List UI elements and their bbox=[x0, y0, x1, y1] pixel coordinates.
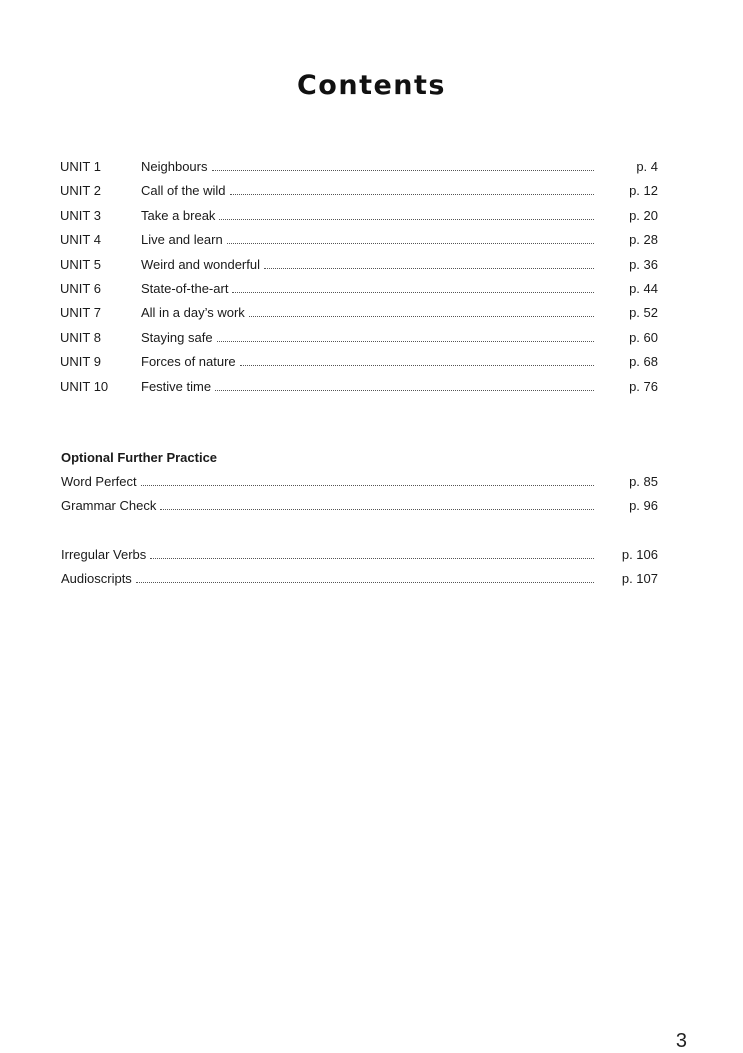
page-reference: p. 28 bbox=[629, 232, 658, 248]
dot-leader bbox=[227, 242, 594, 244]
dot-leader bbox=[136, 581, 594, 583]
dot-leader bbox=[212, 169, 595, 171]
unit-title: Call of the wild bbox=[141, 183, 226, 199]
unit-label: UNIT 3 bbox=[60, 207, 101, 223]
unit-label: UNIT 5 bbox=[60, 256, 101, 272]
page-title: Contents bbox=[296, 70, 446, 101]
toc-row-unit-1[interactable] bbox=[60, 155, 658, 179]
page-reference: p. 36 bbox=[629, 256, 658, 272]
toc-row-unit-8[interactable] bbox=[60, 326, 658, 350]
unit-label: UNIT 6 bbox=[60, 280, 101, 296]
appendix-list bbox=[61, 543, 658, 592]
page-reference: p. 44 bbox=[629, 280, 658, 296]
toc-row-unit-5[interactable] bbox=[60, 253, 658, 277]
optional-practice-list bbox=[61, 470, 658, 519]
toc-row-irregular-verbs[interactable] bbox=[61, 543, 658, 567]
dot-leader bbox=[230, 193, 594, 195]
dot-leader bbox=[264, 267, 594, 269]
toc-row-unit-7[interactable] bbox=[60, 301, 658, 325]
page-reference: p. 68 bbox=[629, 354, 658, 370]
dot-leader bbox=[249, 315, 594, 317]
page-reference: p. 20 bbox=[629, 207, 658, 223]
unit-label: UNIT 1 bbox=[60, 159, 101, 174]
page-number: 3 bbox=[675, 1030, 687, 1052]
page-reference: p. 96 bbox=[629, 498, 658, 514]
unit-title: Neighbours bbox=[141, 159, 208, 174]
page-reference: p. 107 bbox=[621, 571, 658, 587]
unit-title: State-of-the-art bbox=[141, 280, 229, 296]
unit-title: Take a break bbox=[141, 207, 216, 223]
dot-leader bbox=[215, 389, 594, 391]
dot-leader bbox=[150, 557, 594, 559]
unit-label: UNIT 4 bbox=[60, 232, 101, 248]
toc-row-unit-3[interactable] bbox=[60, 204, 658, 228]
toc-row-unit-10[interactable] bbox=[60, 375, 658, 399]
dot-leader bbox=[217, 340, 594, 342]
dot-leader bbox=[219, 218, 594, 220]
page-reference: p. 85 bbox=[629, 474, 658, 489]
unit-label: UNIT 9 bbox=[60, 354, 101, 370]
unit-title: All in a day’s work bbox=[141, 305, 245, 321]
unit-title: Weird and wonderful bbox=[141, 256, 260, 272]
toc-row-unit-6[interactable] bbox=[60, 277, 658, 301]
optional-practice-heading: Optional Further Practice bbox=[61, 450, 218, 465]
unit-label: UNIT 7 bbox=[60, 305, 101, 321]
units-list bbox=[60, 155, 658, 399]
page-reference: p. 60 bbox=[629, 329, 658, 345]
toc-row-audioscripts[interactable] bbox=[61, 567, 658, 591]
unit-label: UNIT 10 bbox=[60, 378, 109, 394]
dot-leader bbox=[232, 291, 594, 293]
unit-label: UNIT 8 bbox=[60, 329, 101, 345]
toc-row-grammar-check[interactable] bbox=[61, 494, 658, 518]
page-reference: p. 106 bbox=[621, 547, 658, 562]
toc-row-unit-9[interactable] bbox=[60, 350, 658, 374]
page-reference: p. 4 bbox=[636, 159, 658, 174]
toc-row-unit-4[interactable] bbox=[60, 228, 658, 252]
page-reference: p. 12 bbox=[629, 183, 658, 199]
unit-title: Forces of nature bbox=[141, 354, 236, 370]
section-title: Audioscripts bbox=[61, 571, 132, 587]
dot-leader bbox=[141, 484, 594, 486]
toc-row-unit-2[interactable] bbox=[60, 179, 658, 203]
section-title: Irregular Verbs bbox=[61, 547, 147, 562]
unit-title: Live and learn bbox=[141, 232, 223, 248]
unit-title: Festive time bbox=[141, 378, 212, 394]
dot-leader bbox=[240, 364, 594, 366]
section-title: Grammar Check bbox=[61, 498, 157, 514]
page-reference: p. 76 bbox=[629, 378, 658, 394]
dot-leader bbox=[160, 508, 594, 510]
unit-label: UNIT 2 bbox=[60, 183, 101, 199]
toc-row-word-perfect[interactable] bbox=[61, 470, 658, 494]
section-title: Word Perfect bbox=[61, 474, 137, 489]
unit-title: Staying safe bbox=[141, 329, 213, 345]
page-reference: p. 52 bbox=[629, 305, 658, 321]
